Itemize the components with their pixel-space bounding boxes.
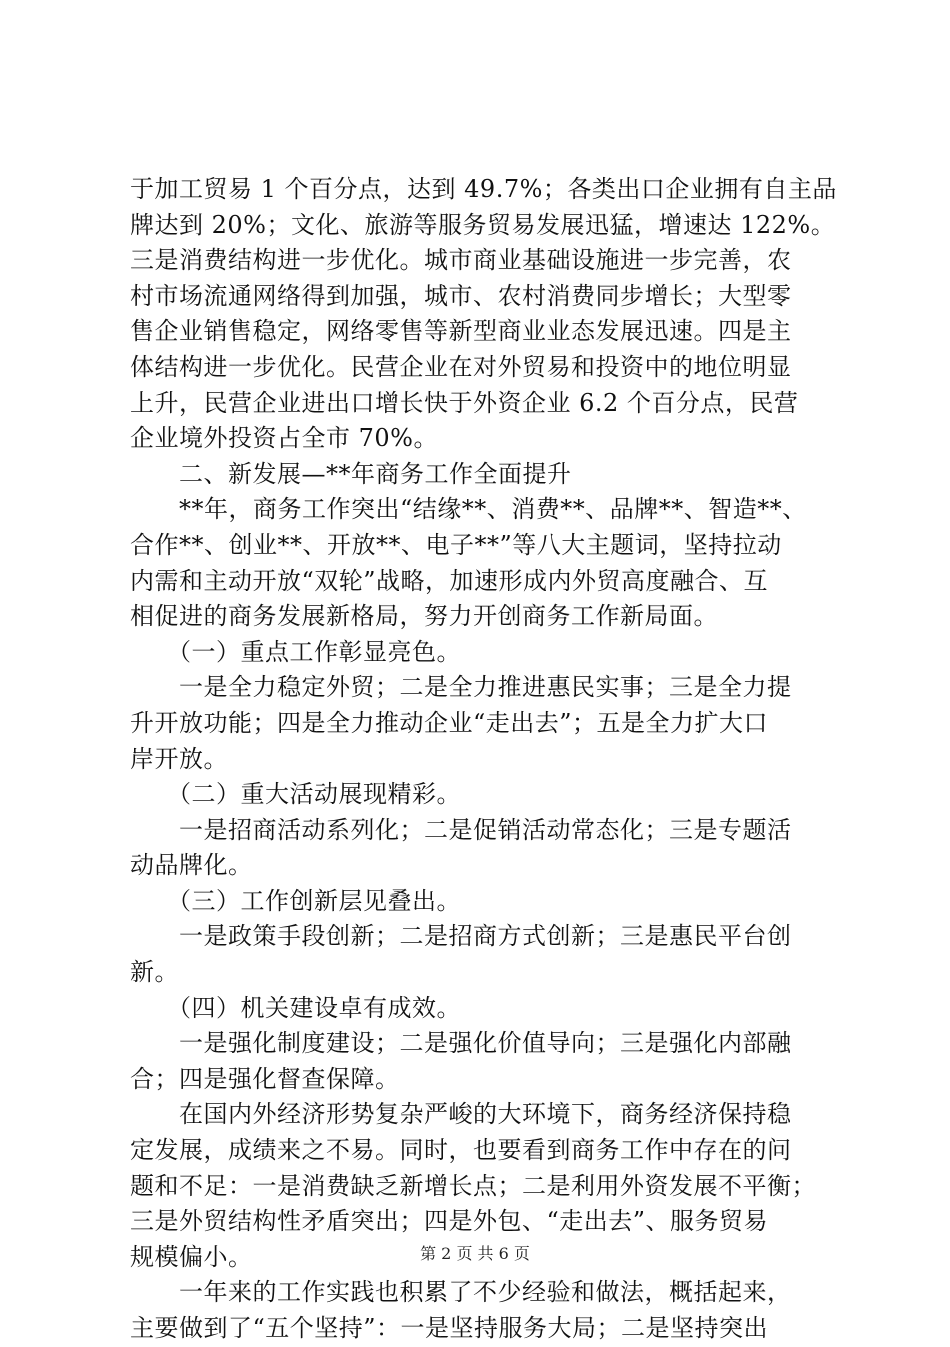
text-line: 一年来的工作实践也积累了不少经验和做法，概括起来， [130,1278,792,1307]
text-line: 合作**、创业**、开放**、电子**”等八大主题词，坚持拉动 [130,530,782,559]
subsection-heading: （四）机关建设卓有成效。 [130,993,461,1022]
text-line: 一是强化制度建设；二是强化价值导向；三是强化内部融 [130,1029,792,1058]
text-line: 新。 [130,958,179,987]
text-line: 村市场流通网络得到加强，城市、农村消费同步增长；大型零 [130,281,792,310]
subsection-heading: （二）重大活动展现精彩。 [130,780,461,809]
text-line: 售企业销售稳定，网络零售等新型商业业态发展迅速。四是主 [130,317,792,346]
text-line: 题和不足：一是消费缺乏新增长点；二是利用外资发展不平衡； [130,1171,816,1200]
text-line: 主要做到了“五个坚持”：一是坚持服务大局；二是坚持突出 [130,1314,769,1342]
text-line: 体结构进一步优化。民营企业在对外贸易和投资中的地位明显 [130,352,792,381]
text-line: 升开放功能；四是全力推动企业“走出去”；五是全力扩大口 [130,708,769,737]
text-line: 于加工贸易 1 个百分点，达到 49.7%；各类出口企业拥有自主品 [130,175,837,203]
subsection-heading: （三）工作创新层见叠出。 [130,886,461,915]
text-line: 合；四是强化督查保障。 [130,1064,400,1093]
subsection-heading: （一）重点工作彰显亮色。 [130,637,461,666]
text-line: 岸开放。 [130,744,228,773]
text-line: 三是外贸结构性矛盾突出；四是外包、“走出去”、服务贸易 [130,1207,769,1236]
text-line: **年，商务工作突出“结缘**、消费**、品牌**、智造**、 [130,495,807,524]
text-line: 牌达到 20%；文化、旅游等服务贸易发展迅猛，增速达 122%。 [130,210,836,239]
section-heading: 二、新发展—**年商务工作全面提升 [130,459,572,488]
text-line: 一是全力稳定外贸；二是全力推进惠民实事；三是全力提 [130,673,792,702]
text-line: 上升，民营企业进出口增长快于外资企业 6.2 个百分点，民营 [130,388,799,417]
text-line: 内需和主动开放“双轮”战略，加速形成内外贸高度融合、互 [130,566,769,595]
text-line: 相促进的商务发展新格局，努力开创商务工作新局面。 [130,602,718,631]
text-line: 三是消费结构进一步优化。城市商业基础设施进一步完善，农 [130,246,792,275]
text-line: 规模偏小。 [130,1242,253,1271]
text-line: 定发展，成绩来之不易。同时，也要看到商务工作中存在的问 [130,1136,792,1165]
text-line: 一是政策手段创新；二是招商方式创新；三是惠民平台创 [130,922,792,951]
text-line: 在国内外经济形势复杂严峻的大环境下，商务经济保持稳 [130,1100,792,1129]
document-body [130,172,840,1347]
page-footer: 第 2 页 共 6 页 [420,1244,530,1263]
text-line: 动品牌化。 [130,851,253,880]
text-line: 一是招商活动系列化；二是促销活动常态化；三是专题活 [130,815,792,844]
text-line: 企业境外投资占全市 70%。 [130,424,438,453]
